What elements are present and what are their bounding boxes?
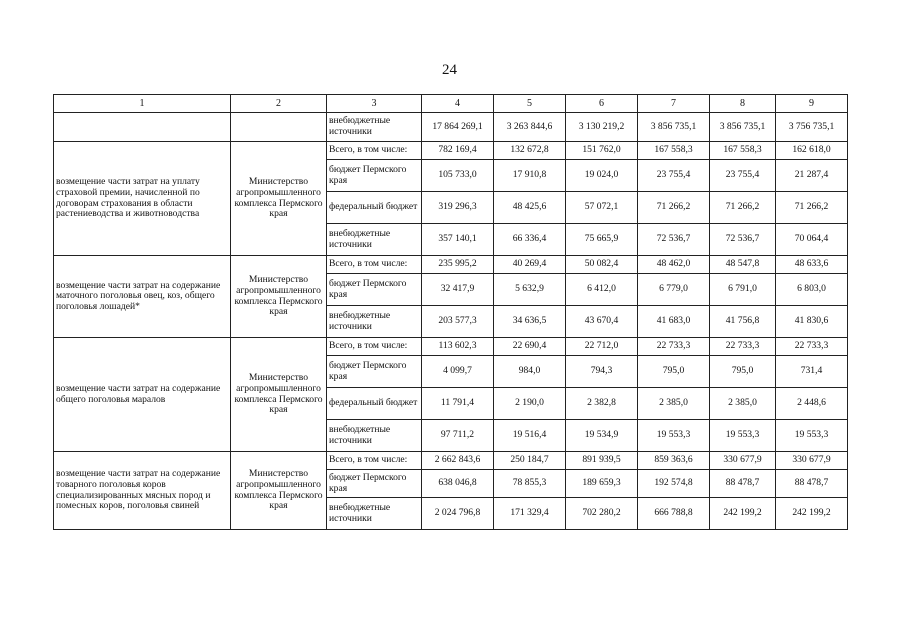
header-cell: 8 xyxy=(710,95,776,113)
value-cell: 5 632,9 xyxy=(494,274,566,306)
value-cell: 66 336,4 xyxy=(494,224,566,256)
header-cell: 4 xyxy=(422,95,494,113)
value-cell: 34 636,5 xyxy=(494,306,566,338)
value-cell: 795,0 xyxy=(710,356,776,388)
value-cell: 357 140,1 xyxy=(422,224,494,256)
value-cell: 731,4 xyxy=(776,356,848,388)
value-cell: 242 199,2 xyxy=(710,498,776,530)
value-cell: 3 756 735,1 xyxy=(776,113,848,142)
value-cell: 72 536,7 xyxy=(638,224,710,256)
value-cell: 6 412,0 xyxy=(566,274,638,306)
value-cell: 2 385,0 xyxy=(638,388,710,420)
value-cell: 19 516,4 xyxy=(494,420,566,452)
header-cell: 7 xyxy=(638,95,710,113)
measure-description: возмещение части затрат на содержание маточного поголовья овец, коз, общего поголовья лошадей* xyxy=(54,256,231,338)
value-cell: 48 462,0 xyxy=(638,256,710,274)
source-cell: внебюджетные источники xyxy=(327,306,422,338)
value-cell: 97 711,2 xyxy=(422,420,494,452)
value-cell: 57 072,1 xyxy=(566,192,638,224)
value-cell: 41 830,6 xyxy=(776,306,848,338)
value-cell: 40 269,4 xyxy=(494,256,566,274)
value-cell: 2 662 843,6 xyxy=(422,452,494,470)
source-cell: федеральный бюджет xyxy=(327,192,422,224)
source-cell: Всего, в том числе: xyxy=(327,142,422,160)
table-row xyxy=(54,452,848,470)
value-cell: 319 296,3 xyxy=(422,192,494,224)
value-cell: 6 779,0 xyxy=(638,274,710,306)
source-cell: внебюджетные источники xyxy=(327,113,422,142)
empty-cell xyxy=(231,113,327,142)
value-cell: 22 733,3 xyxy=(710,338,776,356)
value-cell: 48 633,6 xyxy=(776,256,848,274)
value-cell: 795,0 xyxy=(638,356,710,388)
value-cell: 19 553,3 xyxy=(638,420,710,452)
value-cell: 6 791,0 xyxy=(710,274,776,306)
table-row xyxy=(54,338,848,356)
value-cell: 17 864 269,1 xyxy=(422,113,494,142)
value-cell: 22 690,4 xyxy=(494,338,566,356)
value-cell: 167 558,3 xyxy=(710,142,776,160)
page-number: 24 xyxy=(442,62,457,78)
value-cell: 151 762,0 xyxy=(566,142,638,160)
value-cell: 203 577,3 xyxy=(422,306,494,338)
value-cell: 2 385,0 xyxy=(710,388,776,420)
executor-cell: Министерство агропромышленного комплекса Пермского края xyxy=(231,338,327,452)
value-cell: 132 672,8 xyxy=(494,142,566,160)
value-cell: 78 855,3 xyxy=(494,470,566,498)
value-cell: 22 733,3 xyxy=(638,338,710,356)
value-cell: 3 856 735,1 xyxy=(710,113,776,142)
value-cell: 3 130 219,2 xyxy=(566,113,638,142)
value-cell: 171 329,4 xyxy=(494,498,566,530)
value-cell: 19 553,3 xyxy=(710,420,776,452)
value-cell: 11 791,4 xyxy=(422,388,494,420)
value-cell: 71 266,2 xyxy=(710,192,776,224)
table-row xyxy=(54,256,848,274)
executor-cell: Министерство агропромышленного комплекса Пермского края xyxy=(231,142,327,256)
source-cell: внебюджетные источники xyxy=(327,420,422,452)
empty-cell xyxy=(54,113,231,142)
value-cell: 41 756,8 xyxy=(710,306,776,338)
source-cell: внебюджетные источники xyxy=(327,224,422,256)
value-cell: 330 677,9 xyxy=(710,452,776,470)
value-cell: 48 547,8 xyxy=(710,256,776,274)
value-cell: 162 618,0 xyxy=(776,142,848,160)
measure-description: возмещение части затрат на уплату страховой премии, начисленной по договорам страхования в области растениеводства и животноводства xyxy=(54,142,231,256)
value-cell: 3 856 735,1 xyxy=(638,113,710,142)
value-cell: 105 733,0 xyxy=(422,160,494,192)
source-cell: Всего, в том числе: xyxy=(327,338,422,356)
executor-cell: Министерство агропромышленного комплекса Пермского края xyxy=(231,256,327,338)
value-cell: 638 046,8 xyxy=(422,470,494,498)
header-cell: 9 xyxy=(776,95,848,113)
value-cell: 189 659,3 xyxy=(566,470,638,498)
value-cell: 22 712,0 xyxy=(566,338,638,356)
header-cell: 5 xyxy=(494,95,566,113)
value-cell: 41 683,0 xyxy=(638,306,710,338)
value-cell: 235 995,2 xyxy=(422,256,494,274)
value-cell: 702 280,2 xyxy=(566,498,638,530)
table-row xyxy=(54,113,848,142)
value-cell: 19 024,0 xyxy=(566,160,638,192)
table-row xyxy=(54,142,848,160)
value-cell: 21 287,4 xyxy=(776,160,848,192)
value-cell: 71 266,2 xyxy=(638,192,710,224)
executor-cell: Министерство агропромышленного комплекса Пермского края xyxy=(231,452,327,530)
value-cell: 50 082,4 xyxy=(566,256,638,274)
value-cell: 330 677,9 xyxy=(776,452,848,470)
value-cell: 192 574,8 xyxy=(638,470,710,498)
value-cell: 2 382,8 xyxy=(566,388,638,420)
value-cell: 70 064,4 xyxy=(776,224,848,256)
value-cell: 794,3 xyxy=(566,356,638,388)
value-cell: 891 939,5 xyxy=(566,452,638,470)
source-cell: бюджет Пермского края xyxy=(327,356,422,388)
value-cell: 17 910,8 xyxy=(494,160,566,192)
value-cell: 2 448,6 xyxy=(776,388,848,420)
value-cell: 19 534,9 xyxy=(566,420,638,452)
header-cell: 6 xyxy=(566,95,638,113)
source-cell: бюджет Пермского края xyxy=(327,160,422,192)
measure-description: возмещение части затрат на содержание общего поголовья маралов xyxy=(54,338,231,452)
source-cell: Всего, в том числе: xyxy=(327,452,422,470)
header-row xyxy=(54,95,848,113)
value-cell: 88 478,7 xyxy=(710,470,776,498)
value-cell: 48 425,6 xyxy=(494,192,566,224)
value-cell: 6 803,0 xyxy=(776,274,848,306)
value-cell: 4 099,7 xyxy=(422,356,494,388)
value-cell: 71 266,2 xyxy=(776,192,848,224)
value-cell: 782 169,4 xyxy=(422,142,494,160)
value-cell: 88 478,7 xyxy=(776,470,848,498)
value-cell: 666 788,8 xyxy=(638,498,710,530)
value-cell: 167 558,3 xyxy=(638,142,710,160)
value-cell: 2 190,0 xyxy=(494,388,566,420)
source-cell: бюджет Пермского края xyxy=(327,470,422,498)
value-cell: 242 199,2 xyxy=(776,498,848,530)
value-cell: 19 553,3 xyxy=(776,420,848,452)
source-cell: внебюджетные источники xyxy=(327,498,422,530)
value-cell: 75 665,9 xyxy=(566,224,638,256)
header-cell: 2 xyxy=(231,95,327,113)
value-cell: 113 602,3 xyxy=(422,338,494,356)
value-cell: 23 755,4 xyxy=(710,160,776,192)
budget-table xyxy=(53,94,848,530)
value-cell: 22 733,3 xyxy=(776,338,848,356)
measure-description: возмещение части затрат на содержание товарного поголовья коров специализированных мясных пород и помесных коров, поголовья свиней xyxy=(54,452,231,530)
value-cell: 250 184,7 xyxy=(494,452,566,470)
source-cell: Всего, в том числе: xyxy=(327,256,422,274)
value-cell: 43 670,4 xyxy=(566,306,638,338)
source-cell: федеральный бюджет xyxy=(327,388,422,420)
source-cell: бюджет Пермского края xyxy=(327,274,422,306)
value-cell: 72 536,7 xyxy=(710,224,776,256)
value-cell: 859 363,6 xyxy=(638,452,710,470)
value-cell: 2 024 796,8 xyxy=(422,498,494,530)
header-cell: 3 xyxy=(327,95,422,113)
value-cell: 23 755,4 xyxy=(638,160,710,192)
header-cell: 1 xyxy=(54,95,231,113)
value-cell: 3 263 844,6 xyxy=(494,113,566,142)
value-cell: 984,0 xyxy=(494,356,566,388)
value-cell: 32 417,9 xyxy=(422,274,494,306)
